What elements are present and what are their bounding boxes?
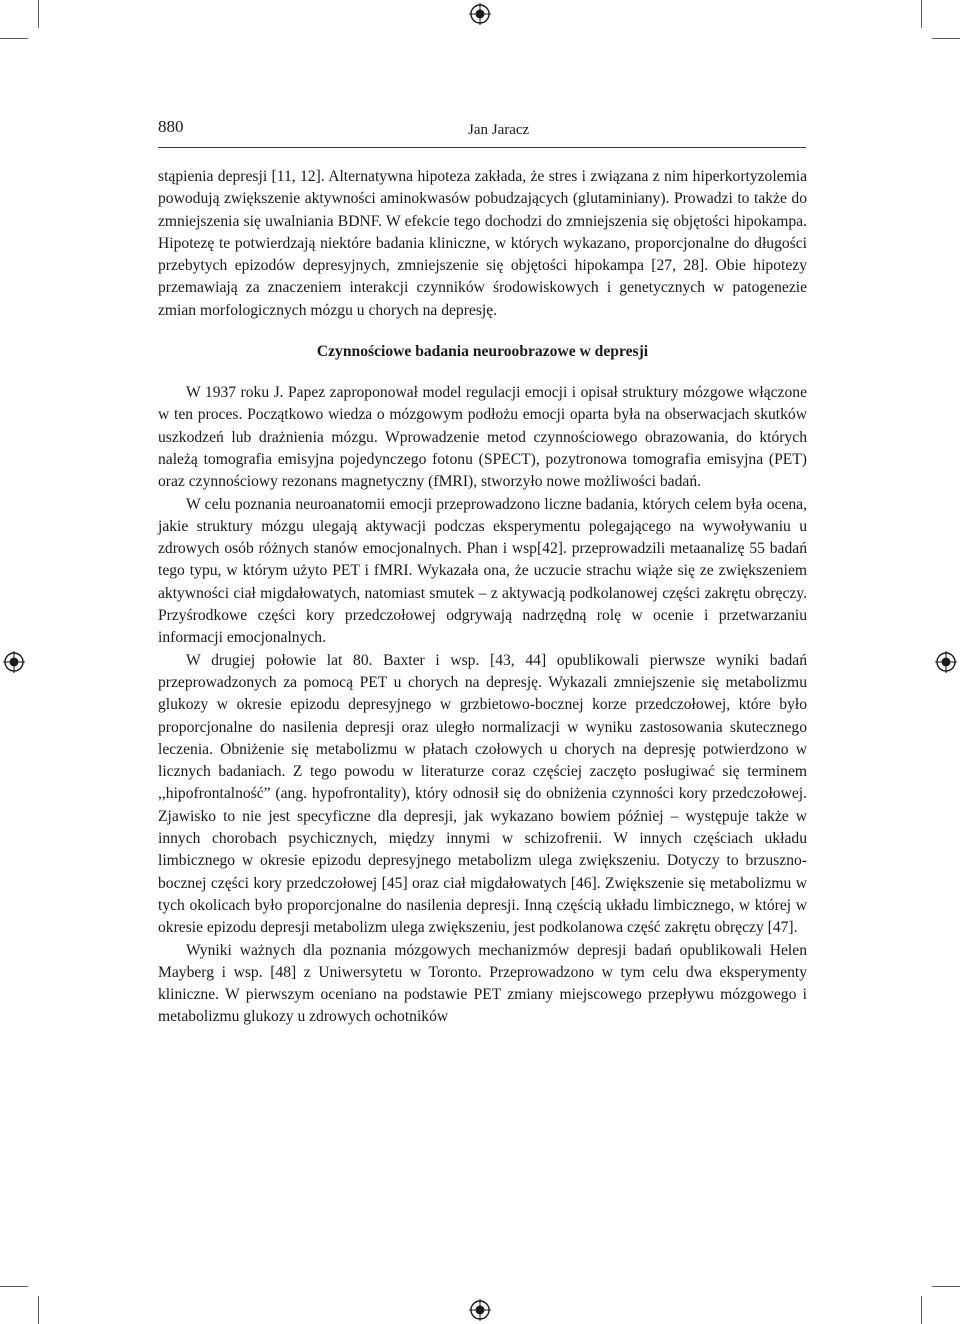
- paragraph-continuation: stąpienia depresji [11, 12]. Alternatywna hipoteza zakłada, że stres i związana z nim hiperkortyzolemia powodują zwiększenie aktywności aminokwasów pobudzających (glutaminiany). Prowadzi to także do zmniejszenia się uwalniania BDNF. W efekcie tego dochodzi do zmniejszenia się objętości hipokampa. Hipotezę te potwierdzają niektóre badania kliniczne, w których wykazano, proporcjonalne do długości przebytych epizodów depresyjnych, zmniejszenie się objętości hipokampa [27, 28]. Obie hipotezy przemawiają za znaczeniem interakcji czynników środowiskowych i genetycznych w patogenezie zmian morfologicznych mózgu u chorych na depresję.: [158, 168, 807, 319]
- paragraph: W drugiej połowie lat 80. Baxter i wsp. [43, 44] opublikowali pierwsze wyniki badań przeprowadzonych za pomocą PET u chorych na depresję. Wykazali zmniejszenie się metabolizmu glukozy w okresie epizodu depresyjnego w grzbietowo-bocznej korze przedczołowej, które było proporcjonalne do nasilenia depresji oraz uległo normalizacji w wyniku zastosowania skutecznego leczenia. Obniżenie się metabolizmu w płatach czołowych u chorych na depresję potwierdzono w licznych badaniach. Z tego powodu w literaturze coraz częściej zaczęto posługiwać się terminem ,,hipofrontalność” (ang. hypofrontality), który odnosił się do obniżenia czynności kory przedczołowej. Zjawisko to nie jest specyficzne dla depresji, jak wykazano bowiem później – występuje także w innych chorobach psychicznych, między innymi w schizofrenii. W innych częściach układu limbicznego w okresie epizodu depresyjnego metabolizm ulega zwiększeniu. Dotyczy to brzuszno-bocznej części kory przedczołowej [45] oraz ciał migdałowatych [46]. Zwiększenie się metabolizmu w tych okolicach było proporcjonalne do nasilenia depresji. Inną częścią układu limbicznego, w której w okresie epizodu depresji metabolizm ulega zwiększeniu, jest podkolanowa część zakrętu obręczy [47].: [158, 651, 807, 937]
- registration-target-icon-top: [469, 3, 491, 25]
- paragraph: Wyniki ważnych dla poznania mózgowych mechanizmów depresji badań opublikowali Helen Mayberg i wsp. [48] z Uniwersytetu w Toronto. Przeprowadzono w tym celu dwa eksperymenty kliniczne. W pierwszym oceniano na podstawie PET zmiany miejscowego przepływu mózgowego i metabolizmu glukozy u zdrowych ochotników: [158, 941, 807, 1026]
- paragraph: W celu poznania neuroanatomii emocji przeprowadzono liczne badania, których celem była ocena, jakie struktury mózgu ulegają aktywacji podczas eksperymentu polegającego na wywoływaniu u zdrowych osób różnych stanów emocjonalnych. Phan i wsp[42]. przeprowadzili metaanalizę 55 badań tego typu, w którym użyto PET i fMRI. Wykazała ona, że uczucie strachu wiąże się ze zwiększeniem aktywności ciał migdałowatych, natomiast smutek – z aktywacją podkolanowej części zakrętu obręczy. Przyśrodkowe części kory przedczołowej odgrywają nadrzędną rolę w ocenie i przetwarzaniu informacji emocjonalnych.: [158, 495, 807, 647]
- article-body: [158, 166, 807, 1029]
- registration-target-icon-right: [935, 651, 957, 673]
- registration-target-icon-left: [3, 651, 25, 673]
- crop-mark-bottom-left: [38, 1296, 39, 1324]
- crop-mark-top-right-horizontal: [932, 38, 960, 39]
- crop-mark-bottom-left-horizontal: [0, 1286, 28, 1287]
- crop-mark-bottom-right: [921, 1296, 922, 1324]
- header-rule: [158, 147, 806, 148]
- crop-mark-top-left: [38, 0, 39, 28]
- crop-mark-top-right: [921, 0, 922, 28]
- paragraph: W 1937 roku J. Papez zaproponował model regulacji emocji i opisał struktury mózgowe włączone w ten proces. Początkowo wiedza o mózgowym podłożu emocji oparta była na obserwacjach skutków uszkodzeń lub drażnienia mózgu. Wprowadzenie metod czynnościowego obrazowania, do których należą tomografia emisyjna pojedynczego fotonu (SPECT), pozytronowa tomografia emisyjna (PET) oraz czynnościowy rezonans magnetyczny (fMRI), stworzyło nowe możliwości badań.: [158, 384, 807, 491]
- section-heading: Czynnościowe badania neuroobrazowe w depresji: [316, 343, 649, 361]
- crop-mark-bottom-right-horizontal: [932, 1286, 960, 1287]
- page-number: 880: [158, 117, 184, 136]
- running-head-author: Jan Jaracz: [468, 122, 530, 138]
- crop-mark-top-left-horizontal: [0, 38, 28, 39]
- registration-target-icon-bottom: [469, 1299, 491, 1321]
